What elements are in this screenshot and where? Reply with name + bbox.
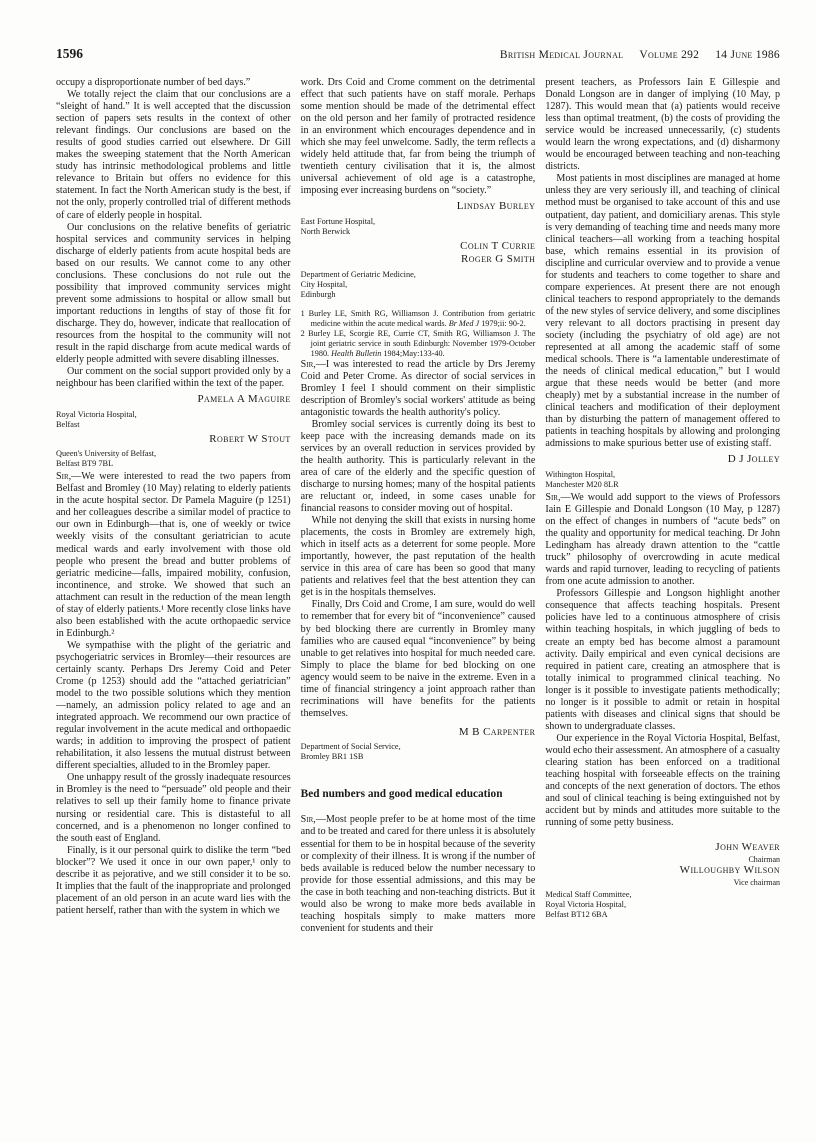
journal-volume: Volume 292 — [639, 49, 700, 61]
section-heading: Bed numbers and good medical education — [300, 788, 503, 801]
letter-paragraph: Professors Gillespie and Longson highlight another consequence that affects teaching hospitals. Present policies have led to a continuous atmosphere of crisis within teaching hospitals, in which juggling of beds to create an empty bed has become almost a paramount activity. Daily empirical and even cynical decisions are required in patient care, creating an atmosphere that is totally inimical to programmed clinical teaching. No longer is it possible to investigate patients methodically; no longer is it possible to admit or retain in hospital patients with diseases and clinical signs that should be shown to undergraduate classes. — [545, 588, 781, 732]
signature-block — [545, 453, 780, 490]
signature-name: D J Jolley — [727, 453, 781, 466]
signature-name: M B Carpenter — [458, 725, 536, 738]
letter-opening-paragraph: Sir,—I was interested to read the article by Drs Jeremy Coid and Peter Crome. As director of social services in Bromley I feel I should comment on their simplistic description of Bromley's social workers' attitude as being antagonistic towards the health authority's policy. — [300, 358, 536, 418]
signature-address: Department of Geriatric Medicine, City Hospital, Edinburgh — [300, 269, 416, 299]
letter-opening-paragraph: Sir,—We were interested to read the two papers from Belfast and Bromley (10 May) relating to elderly patients in the acute hospital sector. Dr Pamela Maguire (p 1251) and her colleagues describe a similar model of practice to our own in Edinburgh—that is, one of weekly or twice weekly visits of the consultant geriatrician to acute medical wards and early involvement with those old people who present the bread and butter problems of geriatric medicine—falls, impaired mobility, confusion, incontinence, and stroke. We showed that such an attachment can result in the reduction of the mean length of stay of elderly patients.¹ More recently close links have also been established with the acute orthopaedic service in Edinburgh.² — [56, 471, 291, 639]
signature-name: Willoughby Wilson — [679, 864, 781, 877]
signature-block — [545, 841, 780, 920]
salutation: Sir — [545, 491, 558, 503]
letter-paragraph: We totally reject the claim that our conclusions are a “sleight of hand.” It is well accepted that the discussion section of papers sets results in the context of other relevant findings. Our conclusions are based on the results of good studies carried out elsewhere. Dr Gill makes the sweeping statement that the North American study has intrinsic methodological problems and little relevance to Britain but offers no evidence for this statement. In fact the North American study is the best, if not the only, properly controlled trial of different methods of care of elderly people in hospital. — [56, 89, 291, 221]
letter-paragraph: We sympathise with the plight of the geriatric and psychogeriatric services in Bromley—their resources are certainly scanty. Perhaps Drs Jeremy Coid and Peter Crome (p 1253) should add the “attached geriatrician” model to the two possible solutions which they mention—namely, an admission policy related to age and an integrated approach. We recommend our own practice of regular involvement in the acute medical and orthopaedic wards; in addition to improving the prospect of patient rehabilitation, it also lessens the mutual distrust between different specialties, alluded to in the Bromley paper. — [56, 639, 291, 772]
journal-name-italic: Br Med J — [448, 318, 480, 328]
signature-name: Robert W Stout — [209, 432, 291, 445]
signature-address: East Fortune Hospital, North Berwick — [300, 216, 376, 236]
signature-name: Colin T Currie — [460, 239, 536, 252]
salutation: Sir — [56, 471, 69, 483]
letter-opening-paragraph: Sir,—Most people prefer to be at home most of the time and to be treated and cared for there unless it is absolutely essential for them to be in hospital because of the severity or complexity of their illness. It is wrong if the number of beds available is reduced below the number necessary to provide for those essential admissions, and this may be the case in both teaching and non-teaching districts. But it would also be wrong to make more beds available in teaching hospitals simply to make matters more convenient for students and their — [300, 814, 536, 934]
letter-paragraph: work. Drs Coid and Crome comment on the detrimental effect that such patients have on staff morale. Perhaps some mention should be made of the detrimental effect on the old person and her family of protracted residence in an environment which encourages dependence and in which she may feel unwelcome. Sadly, the term reflects a widely held attitude that, far from being the triumph of twentieth century civilisation that it is, the almost universal achievement of old age is a catastrophe, imposing ever increasing burdens on “society.” — [300, 77, 536, 197]
signature-block — [301, 726, 536, 763]
text-columns — [56, 77, 780, 935]
reference-item: 2 Burley LE, Scorgie RE, Currie CT, Smith RG, Williamson J. The joint geriatric service in south Edinburgh: November 1979-October 1980. Health Bulletin 1984;May:133-40. — [300, 328, 536, 358]
signature-name: Roger G Smith — [461, 253, 536, 266]
salutation: Sir — [300, 814, 314, 826]
letter-paragraph: occupy a disproportionate number of bed days.” — [56, 77, 251, 88]
signature-name: John Weaver — [715, 841, 781, 854]
letter-paragraph: Finally, is it our personal quirk to dislike the term “bed blocker”? We used it once in our own paper,¹ only to describe it as pejorative, and we still consider it to be so. It implies that the fault of the inappropriate and prolonged placement of an old person in an acute ward lies with the patient herself, rather than with the system in which we — [56, 844, 291, 916]
signature-block — [301, 200, 536, 300]
signature-address: Department of Social Service, Bromley BR1 1SB — [300, 742, 401, 762]
signature-name: Lindsay Burley — [456, 200, 536, 213]
signature-role: Vice chairman — [733, 877, 781, 887]
letter-paragraph: One unhappy result of the grossly inadequate resources in Bromley is the need to “persuade” old people and their relatives to sell up their family home to finance private nursing or residential care. This is distasteful to all concerned, and is a phenomenon no longer confined to the south east of England. — [56, 772, 291, 844]
letter-paragraph: While not denying the skill that exists in nursing home placements, the costs in Bromley are extremely high, which in itself acts as a deterrent for some people. More importantly, however, the past reputation of the health service in this area of care has been so good that many patients and relatives feel that the best attention they can get is in the hospitals themselves. — [300, 515, 536, 599]
journal-title: British Medical Journal — [499, 49, 624, 61]
signature-address: Royal Victoria Hospital, Belfast — [56, 409, 137, 429]
page-number: 1596 — [56, 46, 83, 61]
letter-paragraph: Our conclusions on the relative benefits of geriatric hospital services and community services in helping discharge of elderly patients from acute hospital beds are based on our results. We cannot come to any other conclusions. These conclusions do not rule out the possibility that improved community services might prevent some admissions to hospital or allow small but important reductions in lengths of stay of those fit for discharge. They do, however, indicate that reallocation of resources from the hospital to the community will not result in the rapid discharge from acute medical wards of elderly people admitted with severe disabling illnesses. — [56, 221, 291, 366]
letter-paragraph: Finally, Drs Coid and Crome, I am sure, would do well to remember that for every bit of “inconvenience” caused by bed blocking there are currently in Bromley many families who are caused equal “inconvenience” by being unable to get relatives into hospital for much needed care. Simply to place the blame for bed blocking on one agency would seem to be naive in the extreme. Even in a time of financial stringency a joint approach rather than recriminations will have benefits for the patients themselves. — [300, 599, 536, 719]
letter-paragraph: Our experience in the Royal Victoria Hospital, Belfast, would echo their assessment. An atmosphere of a casualty clearing station has been enforced on a traditional teaching hospital with forseeable effects on the training and concepts of the next generation of doctors. The ethos and soul of clinical teaching is being extinguished not by accident but by minds and attitudes more suitable to the running of some petty business. — [545, 732, 781, 829]
letter-paragraph: Most patients in most disciplines are managed at home unless they are very seriously ill, and teaching of clinical method must be organised to take account of this and use outpatient, day patient, and domiciliary arenas. This style is very demanding of teaching time and needs many more clinical teachers—all working from a teaching hospital base, which remains essential in its provision of discipline and curricular overview and to provide a venue for students and teachers to come together to share and compare experiences. At present there are not enough clinical teachers to respond appropriately to the demands of the new styles of service delivery, and some disciplines very relevant to all doctors practising in present day society (including the psychiatry of old age) are not represented at all among the academic staff of some medical schools. There is “a lamentable underestimate of the needs of clinical medical education,” but I would argue that these needs would be better (and more cheaply) met by a substantial increase in the number of clinical teachers and modification of their deployment than by disturbing the pattern of management offered to patients in teaching hospitals by allowing and prolonging admissions to make spurious better use of existing staff. — [545, 173, 781, 450]
letter-paragraph: Our comment on the social support provided only by a neighbour has been clarified within the text of the paper. — [56, 366, 291, 390]
letter-paragraph: present teachers, as Professors Iain E Gillespie and Donald Longson are in danger of implying (10 May, p 1287). This would mean that (a) patients would receive less than optimal treatment, (b) the costs of providing the service would be increased unnecessarily, (c) students would learn the wrong expectations, and (d) disharmony would be encouraged between teaching and non-teaching districts. — [545, 77, 781, 173]
column-2 — [301, 77, 536, 935]
signature-address: Queen's University of Belfast, Belfast BT9 7BL — [56, 449, 157, 469]
signature-address: Withington Hospital, Manchester M20 8LR — [545, 469, 619, 489]
journal-date: 14 June 1986 — [715, 49, 780, 61]
page-header — [56, 46, 780, 62]
journal-name-italic: Health Bulletin — [331, 348, 382, 358]
reference-item: 1 Burley LE, Smith RG, Williamson J. Contribution from geriatric medicine within the acute medical wards. Br Med J 1979;ii: 90-2. — [300, 308, 536, 328]
signature-role: Chairman — [748, 854, 781, 864]
journal-masthead — [500, 49, 780, 61]
signature-address: Medical Staff Committee, Royal Victoria Hospital, Belfast BT12 6BA — [545, 890, 632, 920]
reference-list — [301, 309, 536, 359]
letter-opening-paragraph: Sir,—We would add support to the views of Professors Iain E Gillespie and Donald Longson (10 May, p 1287) on the effect of changes in numbers of “acute beds” on the quality and opportunity for medical teaching. Dr John Ledingham has already drawn attention to the “cattle truck” philosophy of overcrowding in acute medical wards and rapid turnover, leading to recycling of patients from one acute admission to another. — [545, 491, 781, 588]
salutation: Sir — [300, 358, 314, 370]
signature-block — [56, 393, 291, 469]
letter-paragraph: Bromley social services is currently doing its best to keep pace with the increasing demands made on its services by an overall reduction in services provided by the health authority. This is particularly relevant in the area of care of the elderly and the specific question of discharge to nursing homes; many of the hospital patients are reluctant or, indeed, in some cases unable for financial reasons to consider moving out of hospital. — [300, 418, 536, 515]
column-3 — [545, 77, 780, 935]
signature-name: Pamela A Maguire — [197, 393, 291, 406]
column-1 — [56, 77, 291, 935]
